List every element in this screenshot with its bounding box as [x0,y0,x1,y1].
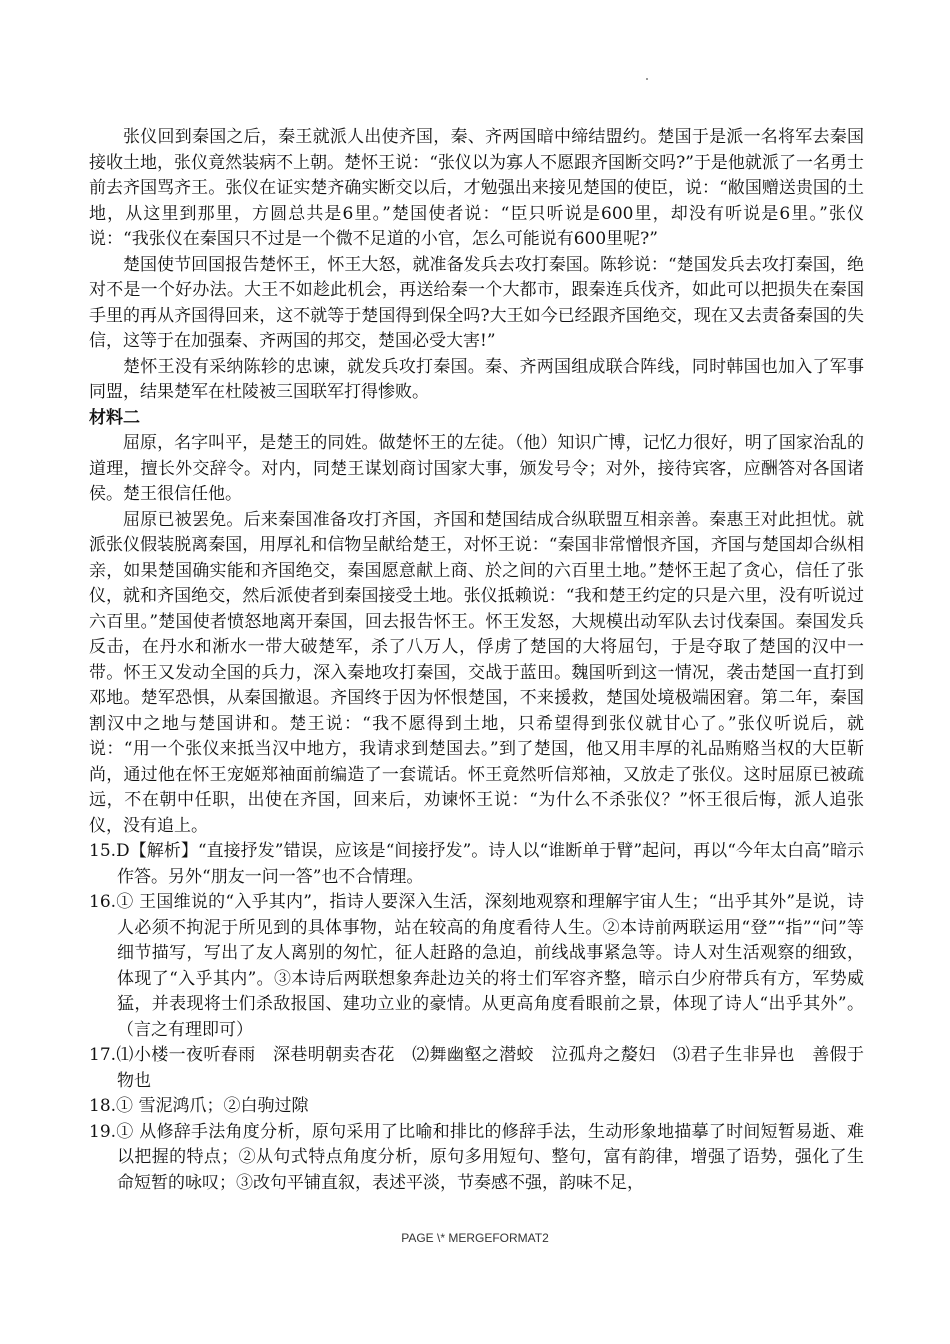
material-one-paragraph: 张仪回到秦国之后，秦王就派人出使齐国，秦、齐两国暗中缔结盟约。楚国于是派一名将军去秦国接收土地，张仪竟然装病不上朝。楚怀王说：“张仪以为寡人不愿跟齐国断交吗?”于是他就派了一名勇士前去齐国骂齐王。张仪在证实楚齐确实断交以后，才勉强出来接见楚国的使臣，说：“敝国赠送贵国的土地，从这里到那里，方圆总共是6里。”楚国使者说：“臣只听说是600里，却没有听说是6里。”张仪说：“我张仪在秦国只不过是一个微不足道的小官，怎么可能说有600里呢?” [89,127,864,249]
material-two-heading: 材料二 [89,407,140,428]
material-one-paragraph: 楚国使节回国报告楚怀王，怀王大怒，就准备发兵去攻打秦国。陈轸说：“楚国发兵去攻打秦国，绝对不是一个好办法。大王不如趁此机会，再送给秦一个大都市，跟秦连兵伐齐，如此可以把损失在秦国手里的再从齐国得回来，这不就等于楚国得到保全吗?大王如今已经跟齐国绝交，现在又去责备秦国的失信，这等于在加强秦、齐两国的邦交，楚国必受大害!” [89,254,864,351]
material-two-paragraph: 屈原，名字叫平，是楚王的同姓。做楚怀王的左徒。（他）知识广博，记忆力很好，明了国家治乱的道理，擅长外交辞令。对内，同楚王谋划商讨国家大事，颁发号令；对外，接待宾客，应酬答对各国诸侯。楚王很信任他。 [89,433,864,504]
page-mark [646,78,648,80]
page-footer: PAGE \* MERGEFORMAT2 [401,1231,549,1245]
answer-15: 15.D【解析】“直接抒发”错误，应该是“间接抒发”。诗人以“谁断单于臂”起问，再以“今年太白高”暗示作答。另外“朋友一问一答”也不合情理。 [89,841,864,887]
answer-17: 17.⑴小楼一夜听春雨 深巷明朝卖杏花 ⑵舞幽壑之潜蛟 泣孤舟之嫠妇 ⑶君子生非异也 善假于物也 [89,1045,864,1091]
document-body [89,125,864,1196]
material-one-paragraph: 楚怀王没有采纳陈轸的忠谏，就发兵攻打秦国。秦、齐两国组成联合阵线，同时韩国也加入了军事同盟，结果楚军在杜陵被三国联军打得惨败。 [89,356,864,402]
material-two-paragraph: 屈原已被罢免。后来秦国准备攻打齐国，齐国和楚国结成合纵联盟互相亲善。秦惠王对此担忧。就派张仪假装脱离秦国，用厚礼和信物呈献给楚王，对怀王说：“秦国非常憎恨齐国，齐国与楚国却合纵相亲，如果楚国确实能和齐国绝交，秦国愿意献上商、於之间的六百里土地。”楚怀王起了贪心，信任了张仪，就和齐国绝交，然后派使者到秦国接受土地。张仪抵赖说：“我和楚王约定的只是六里，没有听说过六百里。”楚国使者愤怒地离开秦国，回去报告怀王。怀王发怒，大规模出动军队去讨伐秦国。秦国发兵反击，在丹水和淅水一带大破楚军，杀了八万人，俘虏了楚国的大将屈匄，于是夺取了楚国的汉中一带。怀王又发动全国的兵力，深入秦地攻打秦国，交战于蓝田。魏国听到这一情况，袭击楚国一直打到邓地。楚军恐惧，从秦国撤退。齐国终于因为怀恨楚国，不来援救，楚国处境极端困窘。第二年，秦国割汉中之地与楚国讲和。楚王说：“我不愿得到土地，只希望得到张仪就甘心了。”张仪听说后，就说：“用一个张仪来抵当汉中地方，我请求到楚国去。”到了楚国，他又用丰厚的礼品贿赂当权的大臣靳尚，通过他在怀王宠姬郑袖面前编造了一套谎话。怀王竟然听信郑袖，又放走了张仪。这时屈原已被疏远，不在朝中任职，出使在齐国，回来后，劝谏怀王说：“为什么不杀张仪？”怀王很后悔，派人追张仪，没有追上。 [89,509,864,836]
answer-19: 19.① 从修辞手法角度分析，原句采用了比喻和排比的修辞手法，生动形象地描摹了时间短暂易逝、难以把握的特点；②从句式特点角度分析，原句多用短句、整句，富有韵律，增强了语势，强化了生命短暂的咏叹；③改句平铺直叙，表述平淡，节奏感不强，韵味不足， [89,1121,864,1193]
answer-18: 18.① 雪泥鸿爪；②白驹过隙 [89,1096,309,1116]
answer-16: 16.① 王国维说的“入乎其内”，指诗人要深入生活，深刻地观察和理解宇宙人生；“出乎其外”是说，诗人必须不拘泥于所见到的具体事物，站在较高的角度看待人生。②本诗前两联运用“登”“指”“问”等细节描写，写出了友人离别的匆忙，征人赶路的急迫，前线战事紧急等。诗人对生活观察的细致，体现了“入乎其内”。③本诗后两联想象奔赴边关的将士们军容齐整，暗示白少府带兵有方，军势威猛，并表现将士们杀敌报国、建功立业的豪情。从更高角度看眼前之景，体现了诗人“出乎其外”。（言之有理即可） [89,892,864,1040]
